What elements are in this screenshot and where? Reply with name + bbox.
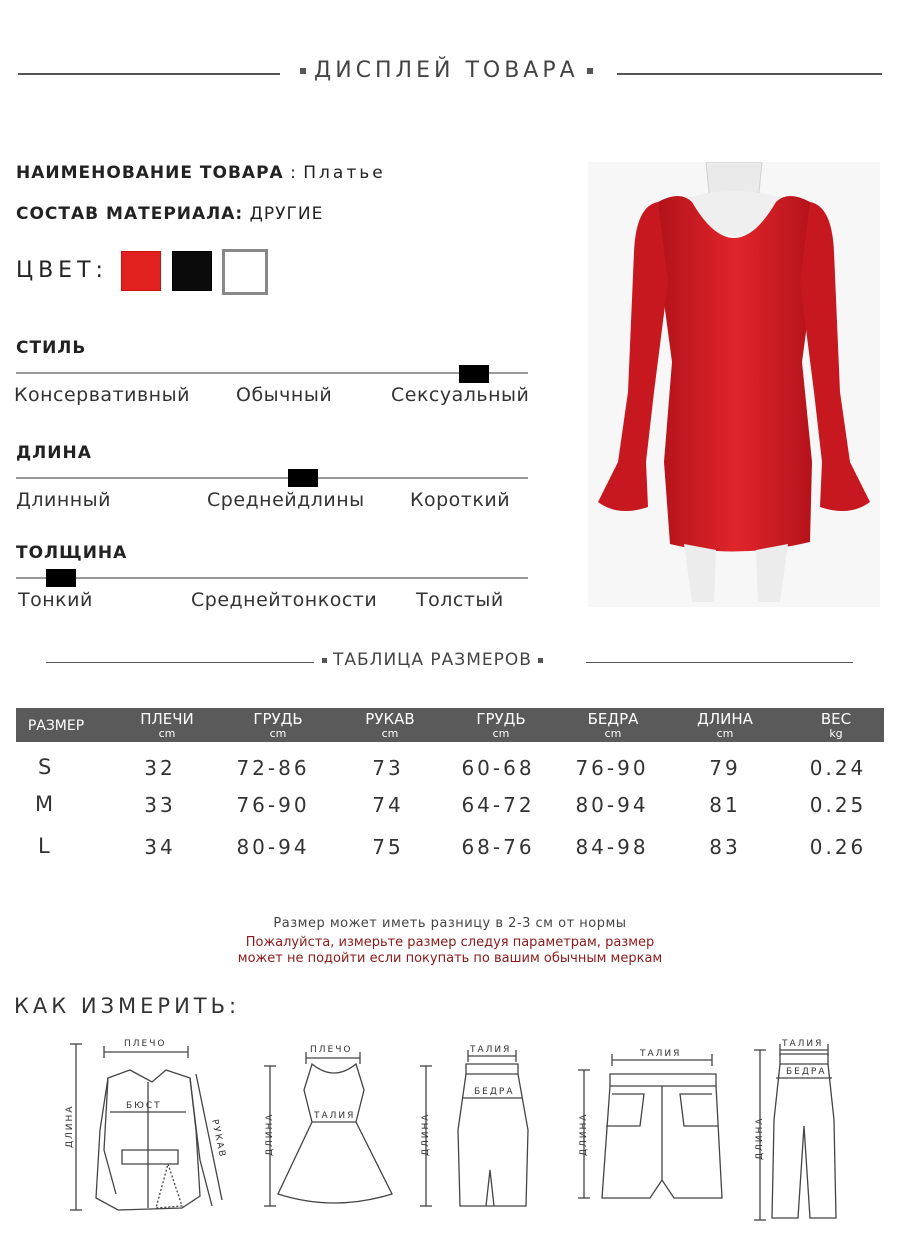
thickness-marker [46, 569, 76, 587]
measurement-diagrams [0, 1030, 900, 1254]
product-photo [588, 162, 880, 607]
jacket-bust-label: БЮСТ [126, 1101, 162, 1111]
table-cell: 76-90 [575, 756, 649, 780]
table-header-length [675, 708, 775, 739]
product-name-row: НАИМЕНОВАНИЕ ТОВАРА : Платье [16, 163, 386, 183]
skirt-length-label: ДЛИНА [421, 1112, 431, 1156]
style-option-sexy: Сексуальный [391, 384, 530, 406]
col-unit: cm [604, 727, 622, 740]
thickness-option-thin: Тонкий [18, 589, 93, 611]
material-row [16, 204, 323, 224]
table-cell: 80-94 [575, 793, 649, 817]
dress-shoulder-label: ПЛЕЧО [310, 1045, 353, 1055]
style-option-casual: Обычный [236, 384, 333, 406]
table-header-sleeve [340, 708, 440, 739]
measure-note-2: может не подойти если покупать по вашим обычным меркам [237, 951, 663, 966]
size-header [316, 650, 549, 670]
table-header-bust-2 [451, 708, 551, 739]
style-title: СТИЛЬ [16, 338, 87, 358]
row-size-m: M [35, 792, 54, 816]
color-swatch-red[interactable] [121, 251, 161, 291]
table-cell: 0.26 [809, 835, 867, 859]
product-name-label: НАИМЕНОВАНИЕ ТОВАРА [16, 163, 284, 183]
style-marker [459, 365, 489, 383]
jacket-length-label: ДЛИНА [65, 1104, 75, 1148]
col-name: БЕДРА [587, 710, 639, 728]
table-header-hips [563, 708, 663, 739]
table-header-shoulder [117, 708, 217, 739]
table-cell: 81 [709, 793, 741, 817]
table-cell: 0.24 [809, 756, 867, 780]
table-cell: 72-86 [236, 756, 310, 780]
row-size-l: L [38, 834, 50, 858]
col-unit: kg [829, 727, 843, 740]
material-label: СОСТАВ МАТЕРИАЛА: [16, 204, 244, 224]
size-note: Размер может иметь разницу в 2-3 см от нормы [273, 916, 627, 931]
length-track [16, 477, 528, 479]
table-header-size-label: РАЗМЕР [27, 718, 85, 734]
bullet-square-icon [300, 68, 306, 74]
table-cell: 64-72 [461, 793, 535, 817]
style-track [16, 372, 528, 374]
measure-note-1: Пожалуйста, измерьте размер следуя параметрам, размер [245, 935, 655, 950]
thickness-option-medium: Среднейтонкости [191, 589, 378, 611]
product-name-value: Платье [303, 163, 386, 183]
thickness-option-thick: Толстый [416, 589, 504, 611]
table-cell: 76-90 [236, 793, 310, 817]
jacket-sleeve-label: РУКАВ [209, 1118, 228, 1160]
col-unit: cm [381, 727, 399, 740]
color-swatch-white[interactable] [222, 249, 268, 295]
table-cell: 60-68 [461, 756, 535, 780]
shorts-waist-label: ТАЛИЯ [640, 1049, 682, 1059]
table-cell: 84-98 [575, 835, 649, 859]
table-cell: 68-76 [461, 835, 535, 859]
size-divider-left [46, 662, 314, 663]
table-cell: 0.25 [809, 793, 867, 817]
length-title: ДЛИНА [16, 443, 92, 463]
table-cell: 34 [144, 835, 176, 859]
table-cell: 32 [144, 756, 176, 780]
table-cell: 80-94 [236, 835, 310, 859]
size-header-text: ТАБЛИЦА РАЗМЕРОВ [333, 650, 532, 670]
table-cell: 75 [372, 835, 404, 859]
col-name: ГРУДЬ [253, 710, 303, 728]
table-cell: 73 [372, 756, 404, 780]
size-divider-right [586, 662, 853, 663]
col-unit: cm [269, 727, 287, 740]
col-name: ВЕС [820, 710, 852, 728]
length-option-medium: Среднейдлины [207, 489, 365, 511]
skirt-waist-label: ТАЛИЯ [470, 1045, 512, 1055]
pants-hips-label: БЕДРА [786, 1067, 827, 1077]
col-name: РУКАВ [365, 710, 415, 728]
howto-title: КАК ИЗМЕРИТЬ: [14, 994, 241, 1018]
material-value: ДРУГИЕ [249, 204, 324, 224]
table-header-size [8, 708, 104, 735]
length-marker [288, 469, 318, 487]
table-cell: 83 [709, 835, 741, 859]
table-header-weight [786, 708, 886, 739]
table-header-bust [228, 708, 328, 739]
table-cell: 79 [709, 756, 741, 780]
pants-waist-label: ТАЛИЯ [782, 1039, 824, 1049]
table-cell: 74 [372, 793, 404, 817]
row-size-s: S [38, 755, 52, 779]
display-header-text: ДИСПЛЕЙ ТОВАРА [314, 58, 579, 83]
skirt-hips-label: БЕДРА [474, 1087, 515, 1097]
bullet-square-icon [538, 658, 543, 663]
jacket-shoulder-label: ПЛЕЧО [124, 1039, 167, 1049]
dress-length-label: ДЛИНА [265, 1112, 275, 1156]
style-option-conservative: Консервативный [14, 384, 190, 406]
col-unit: cm [492, 727, 510, 740]
length-option-long: Длинный [16, 489, 112, 511]
bullet-square-icon [587, 68, 593, 74]
col-name: ДЛИНА [697, 710, 753, 728]
pants-length-label: ДЛИНА [755, 1116, 765, 1160]
col-name: ПЛЕЧИ [140, 710, 194, 728]
col-unit: cm [716, 727, 734, 740]
shorts-length-label: ДЛИНА [579, 1112, 589, 1156]
thickness-track [16, 577, 528, 579]
table-cell: 33 [144, 793, 176, 817]
col-name: ГРУДЬ [476, 710, 526, 728]
bullet-square-icon [322, 658, 327, 663]
color-swatch-black[interactable] [172, 251, 212, 291]
col-unit: cm [158, 727, 176, 740]
red-dress-illustration [588, 162, 880, 607]
length-option-short: Короткий [410, 489, 511, 511]
display-header [292, 58, 601, 83]
header-divider-right [617, 73, 882, 75]
header-divider-left [18, 73, 280, 75]
dress-waist-label: ТАЛИЯ [314, 1111, 356, 1121]
color-label: ЦВЕТ: [16, 258, 108, 283]
thickness-title: ТОЛЩИНА [16, 543, 128, 563]
